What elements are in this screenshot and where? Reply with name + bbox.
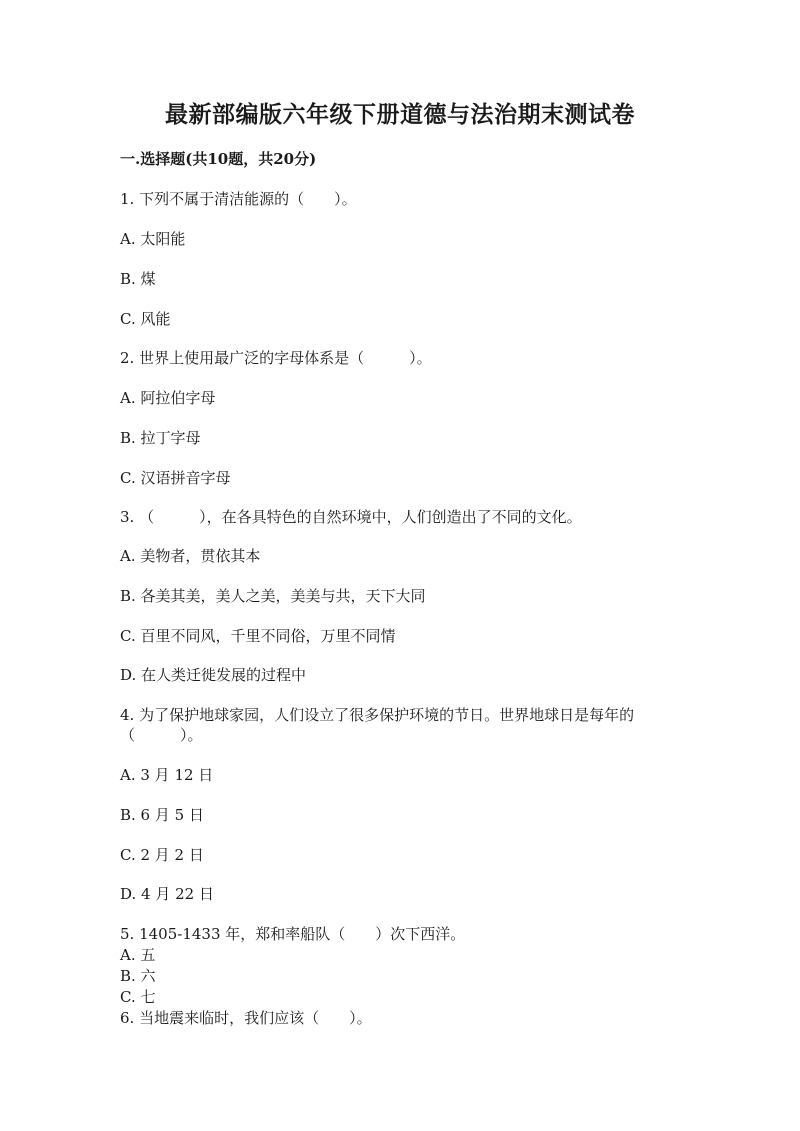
option-4a: A. 3 月 12 日 — [120, 766, 214, 784]
question-stem-2: 2. 世界上使用最广泛的字母体系是（ ）。 — [120, 349, 432, 367]
question-stem-1: 1. 下列不属于清洁能源的（ ）。 — [120, 190, 357, 208]
option-1c: C. 风能 — [120, 310, 171, 328]
option-4c: C. 2 月 2 日 — [120, 846, 204, 864]
option-4b: B. 6 月 5 日 — [120, 806, 204, 824]
question-stem-4: 4. 为了保护地球家园，人们设立了很多保护环境的节日。世界地球日是每年的 — [120, 706, 635, 724]
question-stem-4-cont: （ ）。 — [120, 726, 203, 744]
question-stem-5: 5. 1405-1433 年，郑和率船队（ ）次下西洋。 — [120, 925, 466, 943]
question-stem-6: 6. 当地震来临时，我们应该（ ）。 — [120, 1009, 372, 1027]
option-1a: A. 太阳能 — [120, 230, 186, 248]
option-4d: D. 4 月 22 日 — [120, 885, 214, 903]
option-3c: C. 百里不同风，千里不同俗，万里不同情 — [120, 627, 396, 645]
option-1b: B. 煤 — [120, 270, 156, 288]
option-3d: D. 在人类迁徙发展的过程中 — [120, 666, 307, 684]
option-5a: A. 五 — [120, 946, 156, 964]
option-2b: B. 拉丁字母 — [120, 429, 201, 447]
option-3a: A. 美物者，贯依其本 — [120, 547, 261, 565]
option-5c: C. 七 — [120, 988, 156, 1006]
question-stem-3: 3. （ ），在各具特色的自然环境中，人们创造出了不同的文化。 — [120, 508, 582, 526]
page-title: 最新部编版六年级下册道德与法治期末测试卷 — [165, 101, 635, 128]
option-5b: B. 六 — [120, 967, 156, 985]
option-3b: B. 各美其美，美人之美，美美与共，天下大同 — [120, 587, 426, 605]
option-2a: A. 阿拉伯字母 — [120, 389, 216, 407]
option-2c: C. 汉语拼音字母 — [120, 469, 231, 487]
section-heading: 一.选择题(共10题，共20分) — [120, 150, 317, 168]
